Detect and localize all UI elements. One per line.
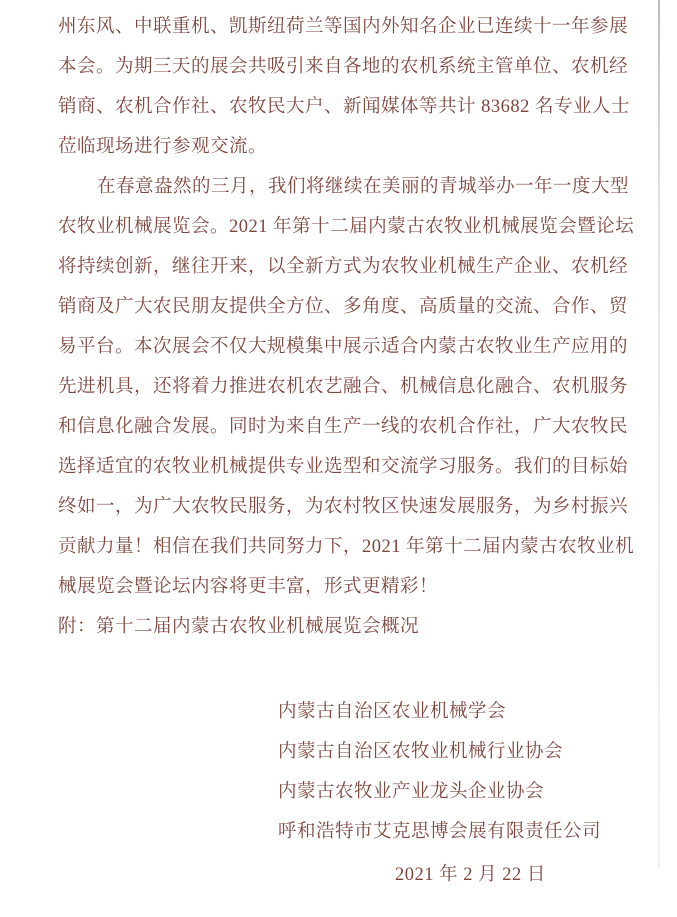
body-line: 选择适宜的农牧业机械提供专业选型和交流学习服务。我们的目标始 (58, 457, 629, 477)
signature-line: 内蒙古自治区农牧业机械行业协会 (278, 742, 564, 762)
body-line: 先进机具，还将着力推进农机农艺融合、机械信息化融合、农机服务 (58, 377, 629, 397)
body-line: 销商及广大农民朋友提供全方位、多角度、高质量的交流、合作、贸 (58, 297, 629, 317)
scan-edge-line (658, 0, 660, 868)
body-line: 贡献力量！相信在我们共同努力下，2021 年第十二届内蒙古农牧业机 (58, 537, 635, 557)
body-line: 州东风、中联重机、凯斯纽荷兰等国内外知名企业已连续十一年参展 (58, 17, 629, 37)
signature-lines (278, 692, 638, 852)
body-line: 销商、农机合作社、农牧民大户、新闻媒体等共计 83682 名专业人士 (58, 97, 631, 117)
body-line: 农牧业机械展览会。2021 年第十二届内蒙古农牧业机械展览会暨论坛 (58, 217, 635, 237)
body-line: 和信息化融合发展。同时为来自生产一线的农机合作社，广大农牧民 (58, 417, 629, 437)
body-paragraphs (58, 7, 635, 647)
body-line: 莅临现场进行参观交流。 (58, 137, 268, 157)
date-line: 2021 年 2 月 22 日 (395, 865, 546, 885)
signature-block (278, 692, 638, 895)
body-line: 附：第十二届内蒙古农牧业机械展览会概况 (58, 617, 420, 637)
signature-line: 内蒙古农牧业产业龙头企业协会 (278, 782, 545, 802)
body-line: 本会。为期三天的展会共吸引来自各地的农机系统主管单位、农机经 (58, 57, 629, 77)
body-line: 在春意盎然的三月，我们将继续在美丽的青城举办一年一度大型 (97, 177, 630, 197)
body-line: 将持续创新，继往开来，以全新方式为农牧业机械生产企业、农机经 (58, 257, 629, 277)
body-line: 终如一，为广大农牧民服务，为农村牧区快速发展服务，为乡村振兴 (58, 497, 629, 517)
body-line: 易平台。本次展会不仅大规模集中展示适合内蒙古农牧业生产应用的 (58, 337, 629, 357)
signature-line: 内蒙古自治区农业机械学会 (278, 702, 507, 722)
signature-line: 呼和浩特市艾克思博会展有限责任公司 (278, 822, 602, 842)
body-line: 械展览会暨论坛内容将更丰富，形式更精彩！ (58, 577, 439, 597)
